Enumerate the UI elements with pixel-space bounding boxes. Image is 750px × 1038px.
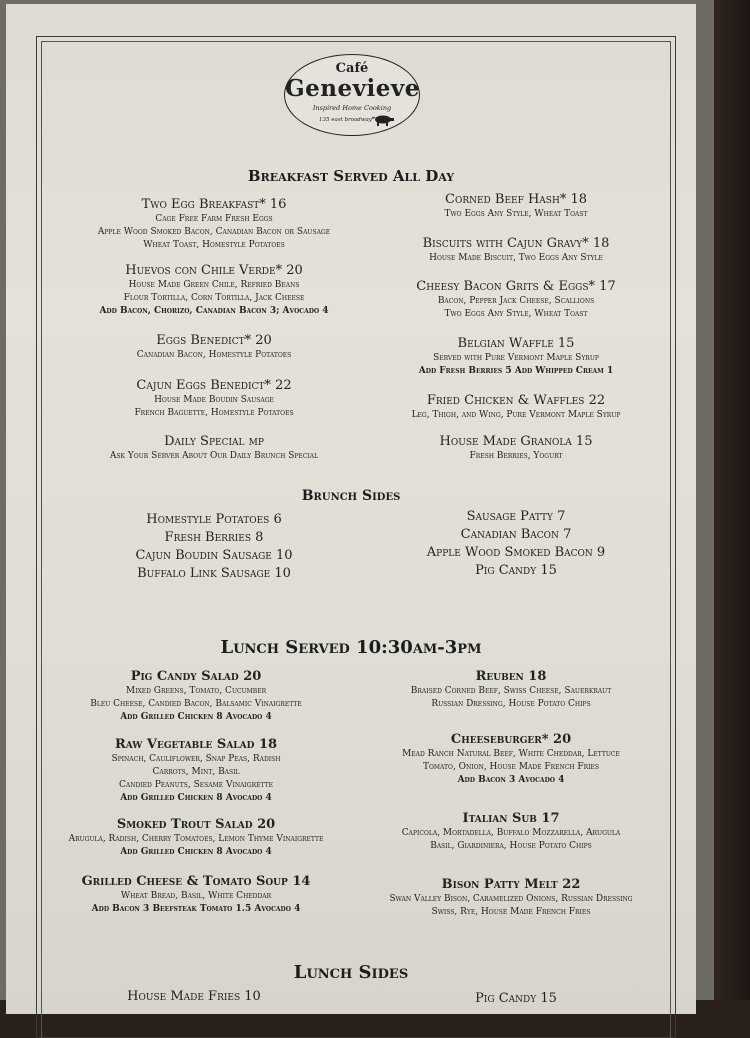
side-item: Cajun Boudin Sausage 10 bbox=[135, 548, 293, 563]
item-description: Two Eggs Any Style, Wheat Toast bbox=[444, 309, 588, 319]
menu-item bbox=[346, 810, 676, 853]
item-description: Cage Free Farm Fresh Eggs bbox=[155, 214, 273, 224]
logo-address: 135 east broadway bbox=[319, 117, 372, 123]
item-description: House Made Biscuit, Two Eggs Any Style bbox=[429, 253, 603, 263]
item-name: Cheesy Bacon Grits & Eggs* 17 bbox=[416, 279, 616, 294]
item-name: House Made Granola 15 bbox=[439, 434, 593, 449]
item-description: Capicola, Mortadella, Buffalo Mozzarella, Arugula bbox=[401, 828, 621, 838]
item-description: Wheat Bread, Basil, White Cheddar bbox=[120, 891, 272, 901]
item-name: Belgian Waffle 15 bbox=[457, 336, 575, 351]
item-description: Bleu Cheese, Candied Bacon, Balsamic Vinaigrette bbox=[90, 699, 302, 709]
menu-item bbox=[26, 873, 366, 916]
menu-page bbox=[6, 4, 696, 1014]
side-item: Buffalo Link Sausage 10 bbox=[137, 566, 291, 581]
side-item: Fresh Berries 8 bbox=[164, 530, 264, 545]
item-description: Carrots, Mint, Basil bbox=[152, 767, 240, 777]
item-description: House Made Boudin Sausage bbox=[154, 395, 274, 405]
item-description: French Baguette, Homestyle Potatoes bbox=[134, 408, 294, 418]
item-addon: Add Fresh Berries 5 Add Whipped Cream 1 bbox=[418, 366, 614, 376]
menu-item bbox=[346, 731, 676, 787]
side-item: Homestyle Potatoes 6 bbox=[146, 512, 282, 527]
item-name: Cajun Eggs Benedict* 22 bbox=[136, 378, 292, 393]
item-description: Apple Wood Smoked Bacon, Canadian Bacon or Sausage bbox=[97, 227, 331, 237]
item-addon: Add Bacon, Chorizo, Canadian Bacon 3; Avocado 4 bbox=[99, 306, 329, 316]
item-description: Mixed Greens, Tomato, Cucumber bbox=[125, 686, 267, 696]
item-description: Served with Pure Vermont Maple Syrup bbox=[433, 353, 599, 363]
menu-item bbox=[346, 668, 676, 711]
item-name: Corned Beef Hash* 18 bbox=[445, 192, 587, 207]
brunch-sides-heading: Brunch Sides bbox=[301, 488, 401, 504]
side-item: Pig Candy 15 bbox=[475, 563, 557, 578]
item-name: Raw Vegetable Salad 18 bbox=[114, 737, 278, 752]
item-name: Fried Chicken & Waffles 22 bbox=[426, 393, 606, 408]
side-item: Pig Candy 15 bbox=[475, 991, 557, 1006]
side-item: Canadian Bacon 7 bbox=[460, 527, 572, 542]
item-name: Cheeseburger* 20 bbox=[450, 732, 572, 747]
menu-item bbox=[24, 433, 404, 463]
menu-item bbox=[26, 668, 366, 724]
menu-item bbox=[24, 377, 404, 420]
logo-name-text: Genevieve bbox=[285, 75, 420, 102]
side-list bbox=[366, 990, 666, 1008]
menu-item bbox=[26, 816, 366, 859]
side-list bbox=[24, 511, 404, 583]
item-name: Huevos con Chile Verde* 20 bbox=[125, 263, 303, 278]
menu-item bbox=[366, 278, 666, 321]
logo-tagline: Inspired Home Cooking bbox=[312, 104, 392, 112]
item-description: Fresh Berries, Yogurt bbox=[469, 451, 563, 461]
item-description: Candied Peanuts, Sesame Vinaigrette bbox=[119, 780, 273, 790]
item-name: Two Egg Breakfast* 16 bbox=[141, 197, 287, 212]
item-name: Biscuits with Cajun Gravy* 18 bbox=[422, 236, 610, 251]
side-list bbox=[24, 988, 364, 1006]
menu-item bbox=[366, 191, 666, 221]
side-item: House Made Fries 10 bbox=[127, 989, 261, 1004]
item-addon: Add Grilled Chicken 8 Avocado 4 bbox=[120, 793, 272, 803]
menu-item bbox=[366, 433, 666, 463]
item-description: Bacon, Pepper Jack Cheese, Scallions bbox=[437, 296, 595, 306]
menu-item bbox=[366, 392, 666, 422]
item-name: Grilled Cheese & Tomato Soup 14 bbox=[81, 874, 311, 889]
breakfast-heading: Breakfast Served All Day bbox=[247, 167, 455, 185]
item-description: Basil, Giardiniera, House Potato Chips bbox=[430, 841, 592, 851]
menu-item bbox=[24, 196, 404, 252]
logo-cafe-text: Café bbox=[335, 61, 369, 76]
menu-item bbox=[346, 876, 676, 919]
cafe-logo bbox=[284, 54, 420, 136]
item-name: Pig Candy Salad 20 bbox=[130, 669, 262, 684]
lunch-heading: Lunch Served 10:30am-3pm bbox=[220, 637, 482, 658]
lunch-sides-heading: Lunch Sides bbox=[293, 962, 409, 983]
item-description: Ask Your Server About Our Daily Brunch Special bbox=[109, 451, 319, 461]
item-description: Leg, Thigh, and Wing, Pure Vermont Maple Syrup bbox=[411, 410, 621, 420]
item-description: Canadian Bacon, Homestyle Potatoes bbox=[136, 350, 292, 360]
item-name: Reuben 18 bbox=[475, 669, 547, 684]
item-addon: Add Grilled Chicken 8 Avocado 4 bbox=[120, 712, 272, 722]
item-addon: Add Grilled Chicken 8 Avocado 4 bbox=[120, 847, 272, 857]
item-description: Arugula, Radish, Cherry Tomatoes, Lemon Thyme Vinaigrette bbox=[68, 834, 324, 844]
item-description: Russian Dressing, House Potato Chips bbox=[431, 699, 591, 709]
item-name: Eggs Benedict* 20 bbox=[156, 333, 272, 348]
menu-item bbox=[24, 262, 404, 318]
item-description: Braised Corned Beef, Swiss Cheese, Sauerkraut bbox=[410, 686, 612, 696]
menu-item bbox=[366, 335, 666, 378]
side-item: Sausage Patty 7 bbox=[466, 509, 566, 524]
item-description: House Made Green Chile, Refried Beans bbox=[128, 280, 300, 290]
item-description: Two Eggs Any Style, Wheat Toast bbox=[444, 209, 588, 219]
item-name: Smoked Trout Salad 20 bbox=[116, 817, 276, 832]
item-description: Tomato, Onion, House Made French Fries bbox=[422, 762, 600, 772]
item-addon: Add Bacon 3 Beefsteak Tomato 1.5 Avocado 4 bbox=[91, 904, 301, 914]
item-name: Daily Special mp bbox=[164, 434, 264, 449]
item-description: Spinach, Cauliflower, Snap Peas, Radish bbox=[111, 754, 281, 764]
side-list bbox=[366, 508, 666, 580]
item-description: Flour Tortilla, Corn Tortilla, Jack Cheese bbox=[123, 293, 305, 303]
side-item: Apple Wood Smoked Bacon 9 bbox=[426, 545, 606, 560]
item-description: Mead Ranch Natural Beef, White Cheddar, Lettuce bbox=[402, 749, 620, 759]
menu-item bbox=[24, 332, 404, 362]
item-description: Swan Valley Bison, Caramelized Onions, Russian Dressing bbox=[389, 894, 633, 904]
item-name: Italian Sub 17 bbox=[462, 811, 560, 826]
item-name: Bison Patty Melt 22 bbox=[441, 877, 581, 892]
menu-item bbox=[26, 736, 366, 805]
item-description: Wheat Toast, Homestyle Potatoes bbox=[143, 240, 285, 250]
pig-icon bbox=[371, 114, 395, 126]
menu-item bbox=[366, 235, 666, 265]
item-addon: Add Bacon 3 Avocado 4 bbox=[457, 775, 565, 785]
item-description: Swiss, Rye, House Made French Fries bbox=[431, 907, 591, 917]
